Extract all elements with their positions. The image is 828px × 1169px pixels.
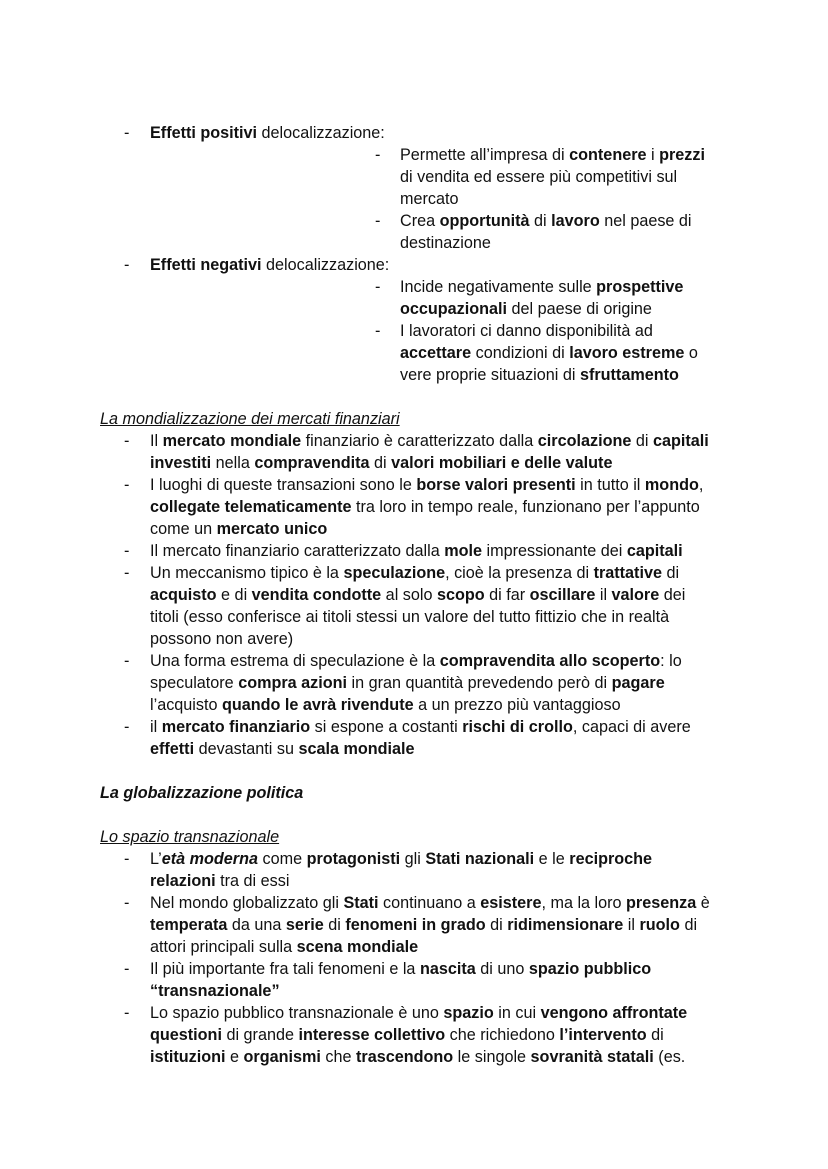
text-segment: Lo spazio pubblico transnazionale è uno — [150, 1004, 444, 1022]
section-heading-politica: La globalizzazione politica — [100, 784, 304, 802]
negative-item-line — [400, 342, 698, 364]
bold-text: investiti — [150, 454, 212, 472]
text-segment: di vendita ed essere più competitivi sul — [400, 168, 678, 186]
text-segment: Il — [150, 432, 163, 450]
text-segment: o — [684, 344, 698, 362]
bold-text: spazio pubblico — [528, 960, 652, 978]
text-segment: in cui — [493, 1004, 541, 1022]
bold-text: rischi di crollo — [462, 718, 573, 736]
mercati-line — [150, 430, 709, 452]
text-segment: l’acquisto — [150, 696, 222, 714]
bullet-dash: - — [124, 124, 130, 142]
section-title-mercati — [100, 408, 400, 430]
negative-item-line — [400, 298, 652, 320]
bold-text: mercato mondiale — [162, 432, 302, 450]
text-segment: come — [257, 850, 307, 868]
text-segment: di — [661, 564, 680, 582]
bullet-dash: - — [375, 278, 381, 296]
mercati-line — [150, 716, 691, 738]
bold-text: compravendita allo scoperto — [439, 652, 661, 670]
text-segment: I luoghi di queste transazioni sono le — [150, 476, 417, 494]
text-segment: da una — [227, 916, 286, 934]
mercati-line — [150, 738, 415, 760]
bold-text: temperata — [150, 916, 228, 934]
mercati-line — [150, 650, 682, 672]
text-segment: di — [529, 212, 552, 230]
politica-line — [150, 936, 418, 958]
bold-text: esistere — [480, 894, 542, 912]
text-segment: il — [595, 586, 612, 604]
bold-text: opportunità — [439, 212, 530, 230]
bullet-dash: - — [124, 476, 130, 494]
bold-text: effetti — [150, 740, 195, 758]
bold-text: circolazione — [537, 432, 632, 450]
bold-text: trascendono — [356, 1048, 454, 1066]
text-segment: L’ — [150, 850, 162, 868]
text-segment: Il più importante fra tali fenomeni e la — [150, 960, 420, 978]
bold-text: lavoro — [551, 212, 600, 230]
bold-text: l’intervento — [559, 1026, 647, 1044]
politica-line — [150, 870, 289, 892]
text-segment: Permette all’impresa di — [400, 146, 570, 164]
bold-text: vengono affrontate — [540, 1004, 688, 1022]
text-segment: Incide negativamente sulle — [400, 278, 597, 296]
bold-text: Stati — [343, 894, 379, 912]
bold-text: collegate telematicamente — [150, 498, 352, 516]
text-segment: Un meccanismo tipico è la — [150, 564, 344, 582]
text-segment: il — [623, 916, 640, 934]
politica-line — [150, 892, 710, 914]
politica-line — [150, 958, 651, 980]
bold-text: oscillare — [529, 586, 596, 604]
bold-text: borse valori presenti — [416, 476, 576, 494]
mercati-line — [150, 474, 703, 496]
text-segment: titoli (esso conferisce ai titoli stessi un valore del tutto fittizio che in realtà — [150, 608, 670, 626]
bold-text: età moderna — [161, 850, 258, 868]
bold-text: “transnazionale” — [150, 982, 280, 1000]
text-segment: condizioni di — [471, 344, 570, 362]
text-segment: I lavoratori ci danno disponibilità ad — [400, 322, 653, 340]
mercati-line — [150, 496, 700, 518]
text-segment: che richiedono — [445, 1026, 560, 1044]
bold-text: accettare — [400, 344, 472, 362]
text-segment: il — [150, 718, 162, 736]
bullet-dash: - — [124, 960, 130, 978]
bullet-dash: - — [124, 256, 130, 274]
text-segment: di uno — [475, 960, 529, 978]
text-segment: nel paese di — [599, 212, 692, 230]
bold-text: nascita — [419, 960, 476, 978]
text-segment: è — [696, 894, 710, 912]
positive-item-line — [400, 166, 677, 188]
bold-text: acquisto — [150, 586, 217, 604]
text-segment: di — [631, 432, 653, 450]
negative-item-line — [400, 320, 653, 342]
text-segment: dei — [659, 586, 686, 604]
negative-item-line — [400, 364, 679, 386]
bold-text: reciproche — [569, 850, 653, 868]
bold-text: scena mondiale — [296, 938, 419, 956]
positive-item-line — [400, 144, 705, 166]
bullet-dash: - — [124, 542, 130, 560]
bold-text: mole — [444, 542, 483, 560]
mercati-line — [150, 606, 669, 628]
bullet-dash: - — [124, 564, 130, 582]
bold-text: presenza — [626, 894, 697, 912]
politica-line — [150, 848, 652, 870]
negative-effects-heading — [150, 254, 389, 276]
bold-text: spazio — [443, 1004, 494, 1022]
bold-text: interesse collettivo — [298, 1026, 446, 1044]
negative-item-line — [400, 276, 683, 298]
subtitle-transnazionale-text: Lo spazio transnazionale — [100, 828, 280, 846]
text-segment: e di — [216, 586, 252, 604]
bold-text: protagonisti — [306, 850, 401, 868]
text-segment: di — [679, 916, 698, 934]
text-segment: attori principali sulla — [150, 938, 297, 956]
subtitle-transnazionale — [100, 826, 279, 848]
text-segment: speculatore — [150, 674, 239, 692]
text-segment: nella — [211, 454, 255, 472]
text-segment: di far — [484, 586, 530, 604]
negative-effects-label: Effetti negativi — [150, 256, 262, 274]
text-segment: possono non avere) — [150, 630, 294, 648]
mercati-line — [150, 628, 293, 650]
positive-effects-suffix: delocalizzazione: — [257, 124, 385, 142]
text-segment: tra loro in tempo reale, funzionano per l’appunto — [351, 498, 700, 516]
text-segment: , ma la loro — [541, 894, 627, 912]
text-segment: impressionante dei — [482, 542, 627, 560]
text-segment: e le — [534, 850, 570, 868]
text-segment: : lo — [660, 652, 682, 670]
bold-text: Stati nazionali — [425, 850, 535, 868]
text-segment: di — [369, 454, 392, 472]
mercati-line — [150, 540, 683, 562]
bold-text: scopo — [436, 586, 485, 604]
bold-text: mercato finanziario — [161, 718, 311, 736]
bold-text: prospettive — [596, 278, 684, 296]
bold-text: organismi — [243, 1048, 321, 1066]
bold-text: mondo — [644, 476, 699, 494]
bold-text: trattative — [593, 564, 662, 582]
bullet-dash: - — [375, 212, 381, 230]
text-segment: gli — [400, 850, 426, 868]
text-segment: in tutto il — [575, 476, 645, 494]
bold-text: questioni — [150, 1026, 222, 1044]
bold-text: capitali — [626, 542, 683, 560]
bullet-dash: - — [124, 1004, 130, 1022]
bold-text: valore — [611, 586, 660, 604]
bold-text: pagare — [611, 674, 665, 692]
positive-effects-heading — [150, 122, 385, 144]
negative-effects-suffix: delocalizzazione: — [261, 256, 390, 274]
positive-item-line — [400, 210, 692, 232]
bold-text: ruolo — [639, 916, 680, 934]
politica-line — [150, 980, 280, 1002]
bullet-dash: - — [375, 146, 381, 164]
bold-text: prezzi — [659, 146, 705, 164]
text-segment: vere proprie situazioni di — [400, 366, 580, 384]
text-segment: le singole — [453, 1048, 531, 1066]
politica-line — [150, 1002, 687, 1024]
text-segment: mercato — [400, 190, 459, 208]
politica-line — [150, 914, 697, 936]
text-segment: a un prezzo più vantaggioso — [413, 696, 621, 714]
text-segment: , cioè la presenza di — [445, 564, 594, 582]
mercati-line — [150, 694, 621, 716]
text-segment: finanziario è caratterizzato dalla — [301, 432, 538, 450]
text-segment: del paese di origine — [507, 300, 652, 318]
bold-text: speculazione — [343, 564, 446, 582]
bold-text: ridimensionare — [507, 916, 624, 934]
text-segment: di — [646, 1026, 664, 1044]
bullet-dash: - — [124, 432, 130, 450]
bold-text: sfruttamento — [579, 366, 679, 384]
mercati-line — [150, 562, 679, 584]
text-segment: Nel mondo globalizzato gli — [150, 894, 344, 912]
positive-item-line — [400, 232, 491, 254]
bold-text: quando le avrà rivendute — [221, 696, 414, 714]
bullet-dash: - — [124, 652, 130, 670]
bold-text: sovranità statali — [530, 1048, 654, 1066]
text-segment: di — [485, 916, 508, 934]
bold-text: serie — [285, 916, 324, 934]
bold-text: compra azioni — [238, 674, 348, 692]
text-segment: , capaci di avere — [572, 718, 691, 736]
bold-text: occupazionali — [400, 300, 508, 318]
text-segment: che — [320, 1048, 356, 1066]
text-segment: si espone a costanti — [310, 718, 463, 736]
bullet-dash: - — [124, 894, 130, 912]
politica-line — [150, 1024, 664, 1046]
bold-text: lavoro estreme — [569, 344, 685, 362]
bold-text: vendita condotte — [251, 586, 382, 604]
text-segment: , — [698, 476, 704, 494]
section-title-mercati-text: La mondializzazione dei mercati finanziari — [100, 410, 400, 428]
positive-effects-label: Effetti positivi — [150, 124, 258, 142]
mercati-line — [150, 584, 685, 606]
text-segment: Crea — [400, 212, 440, 230]
positive-item-line — [400, 188, 458, 210]
bold-text: contenere — [569, 146, 647, 164]
text-segment: devastanti su — [194, 740, 299, 758]
politica-line — [150, 1046, 685, 1068]
text-segment: i — [646, 146, 660, 164]
bold-text: relazioni — [150, 872, 216, 890]
text-segment: in gran quantità prevedendo però di — [347, 674, 612, 692]
bold-text: compravendita — [254, 454, 370, 472]
bold-text: scala mondiale — [298, 740, 415, 758]
bullet-dash: - — [124, 718, 130, 736]
text-segment: Una forma estrema di speculazione è la — [150, 652, 440, 670]
text-segment: come un — [150, 520, 217, 538]
bold-text: mercato unico — [216, 520, 328, 538]
bold-text: fenomeni in grado — [345, 916, 486, 934]
bold-text: valori mobiliari e delle valute — [391, 454, 613, 472]
mercati-line — [150, 518, 327, 540]
mercati-line — [150, 452, 612, 474]
text-segment: e — [225, 1048, 244, 1066]
text-segment: di grande — [221, 1026, 299, 1044]
text-segment: continuano a — [378, 894, 481, 912]
bullet-dash: - — [124, 850, 130, 868]
text-segment: Il mercato finanziario caratterizzato dalla — [150, 542, 445, 560]
text-segment: di — [323, 916, 346, 934]
bullet-dash: - — [375, 322, 381, 340]
text-segment: (es. — [653, 1048, 686, 1066]
bold-text: capitali — [652, 432, 709, 450]
text-segment: destinazione — [400, 234, 491, 252]
mercati-line — [150, 672, 665, 694]
text-segment: al solo — [381, 586, 437, 604]
text-segment: tra di essi — [215, 872, 290, 890]
bold-text: istituzioni — [150, 1048, 226, 1066]
